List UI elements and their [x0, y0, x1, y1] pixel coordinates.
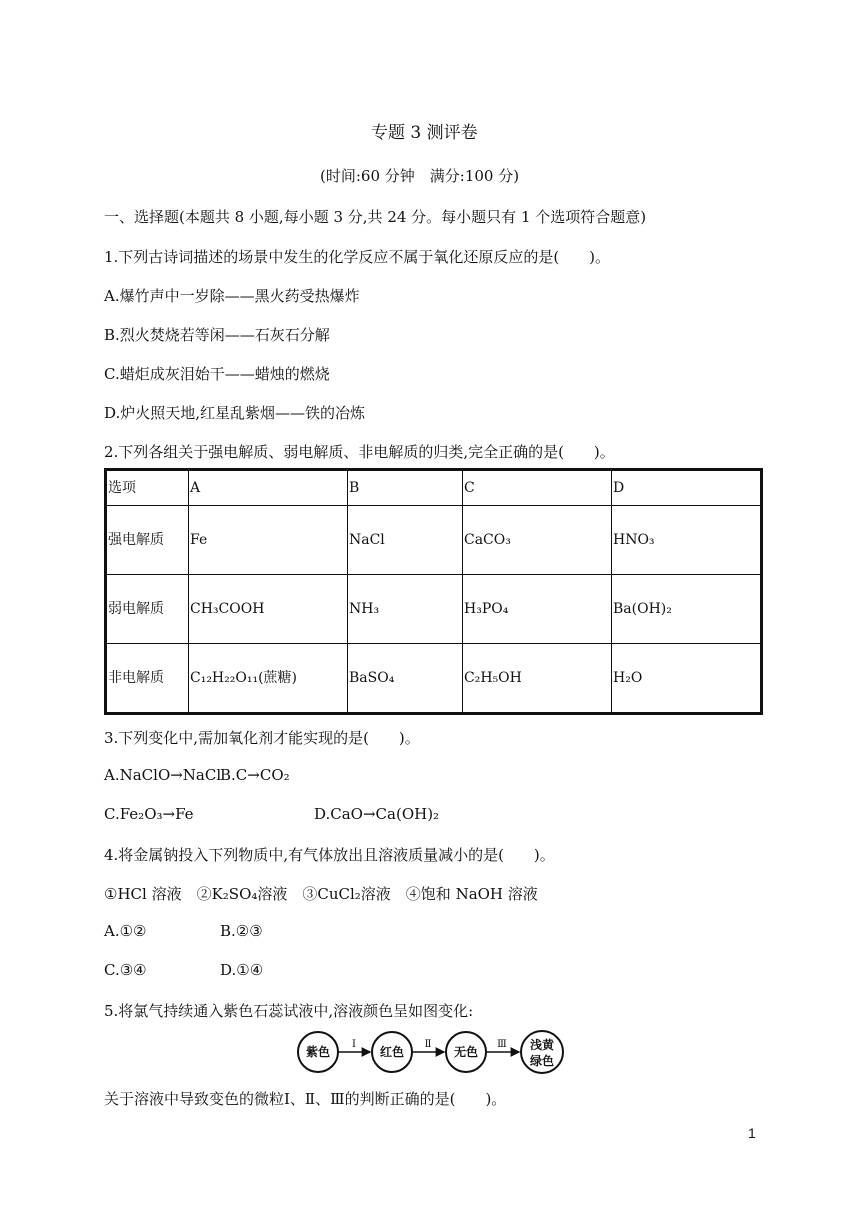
row-label: 弱电解质: [106, 575, 189, 644]
table-header-cell: A: [189, 470, 348, 506]
question-4-option-d: D.①④: [220, 961, 264, 979]
electrolyte-table: [104, 468, 763, 715]
question-4-option-b: B.②③: [220, 922, 263, 940]
question-4-stem: 4.将金属钠投入下列物质中,有气体放出且溶液质量减小的是( )。: [104, 846, 555, 864]
question-2-stem: 2.下列各组关于强电解质、弱电解质、非电解质的归类,完全正确的是( )。: [104, 443, 615, 461]
question-3-stem: 3.下列变化中,需加氧化剂才能实现的是( )。: [104, 729, 420, 747]
table-header-cell: C: [463, 470, 612, 506]
question-1-option-c: C.蜡炬成灰泪始干——蜡烛的燃烧: [104, 365, 330, 383]
question-1-option-b: B.烈火焚烧若等闲——石灰石分解: [104, 326, 330, 344]
table-cell: Ba(OH)₂: [612, 575, 762, 644]
page-title: 专题 3 测评卷: [371, 123, 478, 143]
node-label: 无色: [453, 1045, 479, 1059]
question-3-option-c: C.Fe₂O₃→Fe: [104, 805, 194, 823]
question-5-stem: 5.将氯气持续通入紫色石蕊试液中,溶液颜色呈如图变化:: [104, 1002, 474, 1020]
table-row: [106, 575, 762, 644]
question-1-stem: 1.下列古诗词描述的场景中发生的化学反应不属于氧化还原反应的是( )。: [104, 248, 611, 266]
question-4-option-a: A.①②: [104, 922, 147, 940]
table-header-row: [106, 470, 762, 506]
exam-info: (时间:60 分钟 满分:100 分): [320, 167, 520, 185]
row-label: 强电解质: [106, 506, 189, 575]
table-header-cell: 选项: [106, 470, 189, 506]
table-row: [106, 644, 762, 714]
table-cell: BaSO₄: [348, 644, 463, 714]
table-cell: CaCO₃: [463, 506, 612, 575]
node-label: 绿色: [529, 1054, 555, 1068]
question-4-option-c: C.③④: [104, 961, 147, 979]
question-1-option-d: D.炉火照天地,红星乱紫烟——铁的冶炼: [104, 404, 366, 422]
table-cell: Fe: [189, 506, 348, 575]
table-cell: CH₃COOH: [189, 575, 348, 644]
section-heading: 一、选择题(本题共 8 小题,每小题 3 分,共 24 分。每小题只有 1 个选项符合题意): [104, 208, 647, 226]
table-header-cell: D: [612, 470, 762, 506]
arrow-label: Ⅰ: [352, 1039, 356, 1050]
question-3-option-d: D.CaO→Ca(OH)₂: [314, 805, 440, 823]
table-cell: NH₃: [348, 575, 463, 644]
arrow-label: Ⅲ: [497, 1039, 507, 1050]
table-cell: NaCl: [348, 506, 463, 575]
node-label: 浅黄: [529, 1038, 555, 1052]
table-cell: C₂H₅OH: [463, 644, 612, 714]
table-row: [106, 506, 762, 575]
node-label: 紫色: [305, 1045, 331, 1059]
node-label: 红色: [379, 1045, 405, 1059]
color-change-diagram: [290, 1028, 570, 1076]
question-5-question: 关于溶液中导致变色的微粒Ⅰ、Ⅱ、Ⅲ的判断正确的是( )。: [104, 1090, 507, 1108]
question-4-items: ①HCl 溶液 ②K₂SO₄溶液 ③CuCl₂溶液 ④饱和 NaOH 溶液: [104, 885, 538, 903]
question-3-option-a: A.NaClO→NaCl: [104, 766, 222, 784]
table-cell: C₁₂H₂₂O₁₁(蔗糖): [189, 644, 348, 714]
question-3-option-b: B.C→CO₂: [220, 766, 290, 784]
row-label: 非电解质: [106, 644, 189, 714]
arrow-label: Ⅱ: [424, 1039, 432, 1050]
table-cell: HNO₃: [612, 506, 762, 575]
page-number: 1: [748, 1125, 756, 1141]
table-header-cell: B: [348, 470, 463, 506]
table-cell: H₂O: [612, 644, 762, 714]
question-1-option-a: A.爆竹声中一岁除——黑火药受热爆炸: [104, 287, 360, 305]
table-cell: H₃PO₄: [463, 575, 612, 644]
